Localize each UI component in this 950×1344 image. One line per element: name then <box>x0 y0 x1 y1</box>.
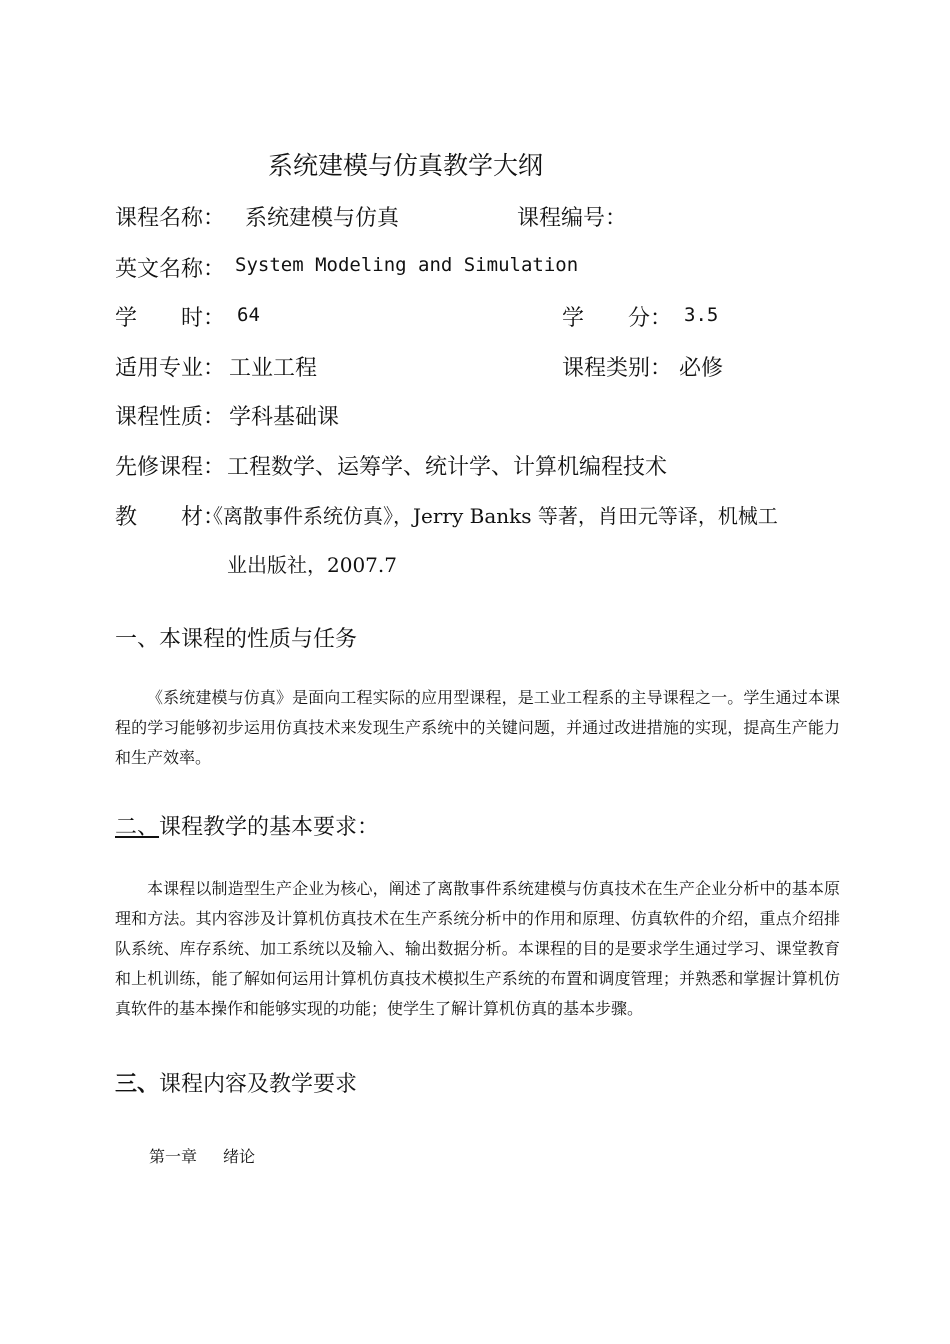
section-number: 二、 <box>115 815 160 840</box>
chapter-title: 绪论 <box>223 1147 256 1166</box>
textbook-label: 教 材： <box>115 505 226 530</box>
textbook-value-line1: 《离散事件系统仿真》，Jerry Banks 等著，肖田元等译，机械工 <box>203 504 778 528</box>
course-name-value: 系统建模与仿真 <box>245 206 400 231</box>
section-heading-3 <box>115 1067 357 1098</box>
category-label: 课程类别： <box>562 356 673 381</box>
section-number: 一、 <box>115 627 160 652</box>
document-title: 系统建模与仿真教学大纲 <box>268 151 544 180</box>
section-number: 三、 <box>115 1071 160 1097</box>
english-name-value: System Modeling and Simulation <box>235 254 579 276</box>
credits-label: 学 分： <box>562 306 673 331</box>
category-value: 必修 <box>679 356 724 381</box>
section-title: 课程教学的基本要求： <box>159 815 380 840</box>
section-heading-2 <box>115 810 379 841</box>
hours-value: 64 <box>237 304 260 326</box>
major-value: 工业工程 <box>229 356 318 381</box>
nature-value: 学科基础课 <box>229 405 340 430</box>
course-name-label: 课程名称： <box>115 206 226 231</box>
course-code-label: 课程编号： <box>517 206 628 231</box>
hours-label: 学 时： <box>115 306 226 331</box>
chapter-heading <box>149 1144 255 1167</box>
section-title: 课程内容及教学要求 <box>159 1072 358 1097</box>
major-label: 适用专业： <box>115 356 226 381</box>
section-paragraph-2: 本课程以制造型生产企业为核心，阐述了离散事件系统建模与仿真技术在生产企业分析中的基本原理和方法。其内容涉及计算机仿真技术在生产系统分析中的作用和原理、仿真软件的介绍，重点介绍排队系统、库存系统、加工系统以及输入、输出数据分析。本课程的目的是要求学生通过学习、课堂教育和上机训练，能了解如何运用计算机仿真技术模拟生产系统的布置和调度管理；并熟悉和掌握计算机仿真软件的基本操作和能够实现的功能；使学生了解计算机仿真的基本步骤。 <box>115 879 840 1018</box>
nature-label: 课程性质： <box>115 405 226 430</box>
credits-value: 3.5 <box>684 304 719 326</box>
prerequisites-value: 工程数学、运筹学、统计学、计算机编程技术 <box>227 455 668 480</box>
english-name-label: 英文名称： <box>115 257 226 282</box>
section-heading-1 <box>115 622 357 653</box>
section-title: 本课程的性质与任务 <box>159 627 358 652</box>
section-paragraph-1: 《系统建模与仿真》是面向工程实际的应用型课程，是工业工程系的主导课程之一。学生通过本课程的学习能够初步运用仿真技术来发现生产系统中的关键问题，并通过改进措施的实现，提高生产能力和生产效率。 <box>115 688 840 767</box>
textbook-value-line2: 业出版社，2007.7 <box>227 553 397 577</box>
chapter-label: 第一章 <box>149 1147 198 1166</box>
prerequisites-label: 先修课程： <box>115 455 226 480</box>
